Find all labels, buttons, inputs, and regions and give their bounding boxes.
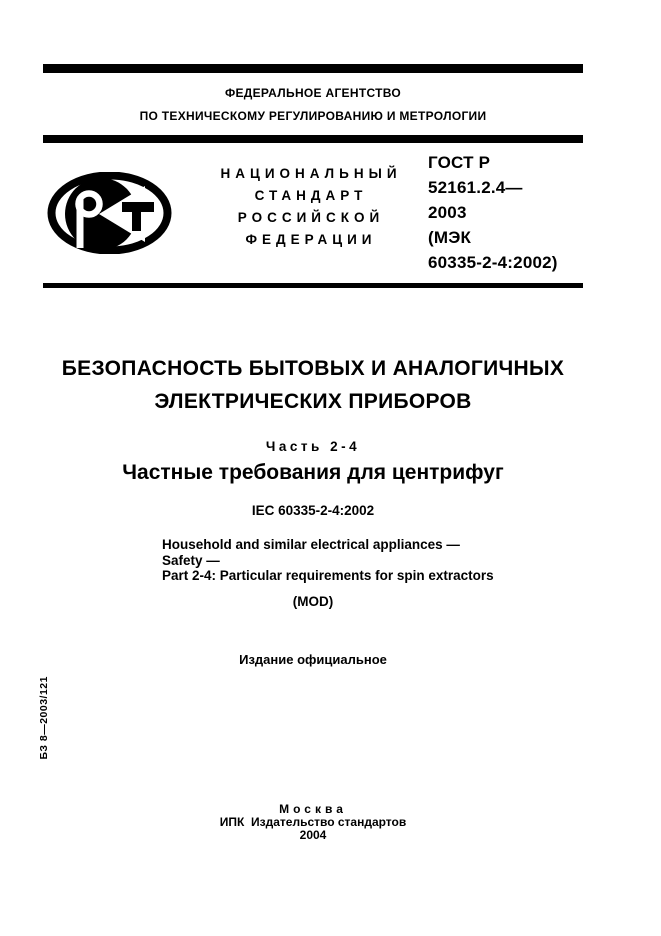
agency-header — [43, 86, 583, 123]
imprint-publisher: ИПК Издательство стандартов — [219, 815, 407, 829]
imprint-year: 2004 — [299, 828, 327, 842]
conformance-label: (MOD) — [292, 594, 334, 609]
designation-line: ГОСТ Р — [428, 153, 491, 172]
header-rule — [43, 135, 583, 143]
title-en-line: Household and similar electrical appliances — — [162, 537, 460, 552]
standard-type-line: РОССИЙСКОЙ — [237, 210, 385, 225]
agency-name-line2: ПО ТЕХНИЧЕСКОМУ РЕГУЛИРОВАНИЮ И МЕТРОЛОГИИ — [139, 109, 487, 123]
part-label: Часть 2-4 — [265, 439, 361, 454]
title-en-block — [162, 537, 494, 584]
iec-reference: IEC 60335-2-4:2002 — [251, 503, 375, 518]
edition-note: Издание официальное — [239, 652, 387, 667]
main-title-line1: БЕЗОПАСНОСТЬ БЫТОВЫХ И АНАЛОГИЧНЫХ — [61, 357, 565, 380]
imprint-block — [43, 803, 583, 842]
subtitle-ru: Частные требования для центрифуг — [122, 461, 504, 484]
top-rule — [43, 64, 583, 73]
standard-type-line: ФЕДЕРАЦИИ — [245, 232, 377, 247]
designation-line: 2003 — [428, 203, 467, 222]
standard-designation — [428, 150, 588, 275]
standard-type-line: НАЦИОНАЛЬНЫЙ — [220, 166, 402, 181]
imprint-city: Москва — [279, 802, 347, 816]
rst-logo-icon — [47, 172, 172, 254]
designation-line: 52161.2.4— — [428, 178, 523, 197]
national-standard-label — [180, 163, 442, 251]
side-registration-code: БЗ 8—2003/121 — [38, 676, 50, 760]
main-title-line2: ЭЛЕКТРИЧЕСКИХ ПРИБОРОВ — [154, 390, 472, 413]
main-title-ru — [43, 352, 583, 418]
section-rule — [43, 283, 583, 288]
title-en-line: Part 2-4: Particular requirements for spin extractors — [162, 568, 494, 583]
designation-line: 60335-2-4:2002) — [428, 253, 558, 272]
agency-name-line1: ФЕДЕРАЛЬНОЕ АГЕНТСТВО — [224, 86, 402, 100]
title-en-line: Safety — — [162, 552, 220, 568]
designation-line: (МЭК — [428, 228, 472, 247]
standard-type-line: СТАНДАРТ — [254, 188, 368, 203]
